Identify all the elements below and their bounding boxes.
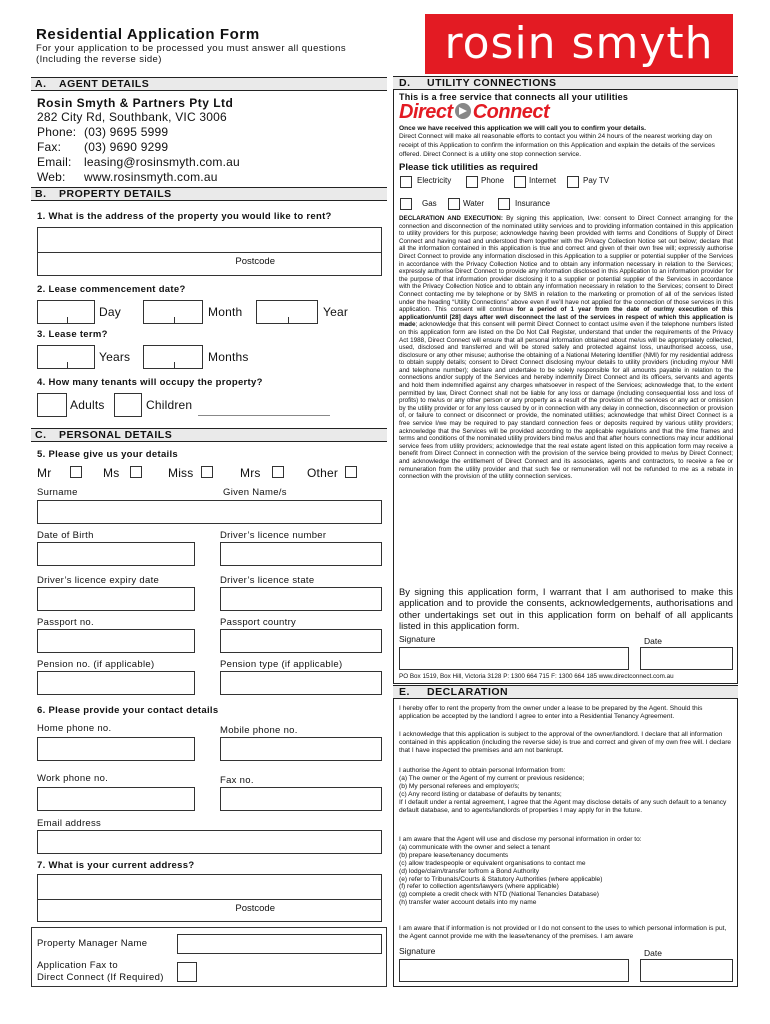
agent-phone: (03) 9695 5999 [84,125,169,139]
months-label: Months [208,350,249,364]
title-miss-checkbox[interactable] [201,466,213,478]
email-label: Email address [37,818,102,829]
mobile-phone-label: Mobile phone no. [220,725,298,736]
lease-day-field[interactable] [37,300,95,324]
pension-type-field[interactable] [220,671,382,695]
utility-signature-label: Signature [399,634,436,644]
section-personal-header: C. PERSONAL DETAILS [31,428,387,442]
adults-field[interactable] [37,393,67,417]
licence-number-label: Driver’s licence number [220,530,327,541]
water-label: Water [463,199,485,208]
question-lease-date: 2. Lease commencement date? [37,284,186,295]
title-mr-label: Mr [37,466,52,480]
direct-connect-arrow-icon [453,102,473,120]
direct-connect-intro: Direct Connect will make all reasonable efforts to contact you within 24 hours of the nearest working day on receipt of this Application to confirm the information on this Application and explain the details of the services offered. Direct Connect is a utility one stop connection service. [399,133,715,158]
direct-connect-logo: Direct Connect [399,101,550,123]
direct-connect-fax-checkbox[interactable] [177,962,197,982]
agent-web[interactable]: www.rosinsmyth.com.au [84,170,218,184]
title-other-checkbox[interactable] [345,466,357,478]
year-label: Year [323,305,349,319]
title-ms-label: Ms [103,466,120,480]
agent-email-label: Email: [37,155,72,169]
agent-fax-label: Fax: [37,140,62,154]
agent-address: 282 City Rd, Southbank, VIC 3006 [37,110,227,124]
mobile-phone-field[interactable] [220,737,382,761]
declaration-date-label: Date [644,948,662,958]
pension-label: Pension no. (if applicable) [37,659,155,670]
property-manager-label: Property Manager Name [37,938,148,949]
title-ms-checkbox[interactable] [130,466,142,478]
passport-label: Passport no. [37,617,94,628]
property-manager-panel [31,927,387,987]
children-field[interactable] [114,393,142,417]
insurance-label: Insurance [515,199,551,208]
title-mrs-label: Mrs [240,466,261,480]
form-subtitle-2: (Including the reverse side) [36,54,162,65]
property-manager-field[interactable] [177,934,382,954]
lease-month-field[interactable] [143,300,203,324]
home-phone-label: Home phone no. [37,723,112,734]
internet-checkbox[interactable] [514,176,526,188]
internet-label: Internet [529,176,557,185]
direct-connect-contact: PO Box 1519, Box Hill, Victoria 3128 P: 1300 664 715 F: 1300 664 185 www.directconnect.com.au [399,673,674,680]
declaration-awareness: I am aware that if information is not provided or I do not consent to the uses to which personal information is put, the Agent cannot provide me with the lease/tenancy of the premises. I am aware [399,925,727,940]
gas-label: Gas [422,199,437,208]
passport-country-field[interactable] [220,629,382,653]
question-personal-details: 5. Please give us your details [37,449,179,460]
declaration-acknowledge: I acknowledge that this application is subject to the approval of the owner/landlord. I declare that all information contained in this application (including the reverse side) is true and correct and given of my own free will. I declare that I have inspected the premises and am not bankrupt. [399,731,732,754]
work-phone-field[interactable] [37,787,195,811]
home-phone-field[interactable] [37,737,195,761]
agent-email[interactable]: leasing@rosinsmyth.com.au [84,155,240,169]
water-checkbox[interactable] [448,198,460,210]
licence-state-label: Driver’s licence state [220,575,315,586]
declaration-authorise: I authorise the Agent to obtain personal Information from: (a) The owner or the Agent of my current or previous residence; (b) My personal referees and employer/s; (c) Any record listing or database of defaults by tenants; If I default under a rental agreement, I agree that the Agent may disclose details of any such default to a tenancy default database, and to agents/landlords of properties I may apply for in the future. [399,767,727,814]
property-address-field[interactable] [37,227,382,276]
declaration-signature-field[interactable] [399,959,629,982]
paytv-label: Pay TV [583,176,610,185]
utility-declaration-text: DECLARATION AND EXECUTION: By signing this application, I/we: consent to Direct Connect arranging for the connection and disconnection of the nominated utility services and to providing information contained in this application to utility providers for this purpose; acknowledge having been provided with terms and Conditions of Supply of Direct Connect and having read and understood them together with the Privacy Collection Notice set out below; declare that all the information contained in this application is true and correct and given of their own free will; expressly authorise Direct Connect to provide any information disclosed in this Application to a supplier or potential supplier of the Services in accordance with the Privacy Collection Notice and to obtain any information necessary in relation to the Services; expressly authorise Direct Connect to provide any information disclosed in this Application to an information provider for the purpose of that information provider disclosing it to a supplier or potential supplier of the Services in accordance with the Privacy Collection Notice and to obtain any information necessary in relation to the Services; consent to Direct Connect contacting me by telephone or by SMS in relation to the marketing or promotion of all of the services listed under the heading “Utility Connections” above even if we’ll have not applied for the connection of those services in this application. This consent will continue for a period of 1 year from the date of our/my execution of this application/until [28] days after we/I disconnect the last of the services in respect of which this application is made; acknowledge that this consent will permit Direct Connect to contact us/me even if the telephone numbers listed on this application form are listed on the Do Not Call Register, understand that under the requirements of the Privacy Act 1988, Direct Connect will ensure that all personal information obtained about me/us will be appropriately collected, used, disclosed and transferred and will be stored safely and protected against loss, unauthorised access, use, disclosure or any other misuse; authorise the obtaining of a National Metering Identifier (NMI) for my residential address to obtain supply details; consent to Direct Connect disclosing my/our details to utility providers (including my/our NMI and telephone number); declare and undertake to be solely responsible for all amounts payable in relation to the connections and/or supply of the Services and hereby indemnify Direct Connect and its officers, servants and agents and hold them indemnified against any charges whatsoever in respect of the Services; acknowledge that, to the extent permitted by law, Direct Connect shall not be liable for any loss or damage (including consequential loss and loss of profits) to me/us or any other person or any property as a result of the provision of the services or any act or omission by the utility provider or for any loss caused by or in connection with any delay in connection, disconnection or provision of, or failure to connect or disconnect or provide, the nominated utilities; acknowledge that whilst Direct Connect is a free service I/we may be required to pay standard connection fees or deposits required by various utility providers; acknowledge that the Services will be provided according to the applicable regulations and that the time frames and terms and conditions of the nominated utility providers bind me/us and that after hours connections may incur additional service fees from utility providers; acknowledge that the real estate agent listed on this application form may receive a benefit from Direct Connect in connection with the provision of the service being provided to me/us by Direct Connect; and acknowledge the entitlement of Direct Connect and its associates, agents and contractors, to receive a fee or remuneration from the utility provider and that such fee or remuneration will not be refunded to me as a rebate in connection with the provision of the utility connection services. [399,215,734,481]
question-property-address: 1. What is the address of the property you would like to rent? [37,211,332,222]
years-label: Years [99,350,131,364]
direct-connect-fax-label: Direct Connect (If Required) [37,972,164,983]
current-postcode-label: Postcode [235,903,275,914]
insurance-checkbox[interactable] [498,198,510,210]
utility-free-service: This is a free service that connects all your utilities [399,92,629,102]
lease-months-field[interactable] [143,345,203,369]
agent-web-label: Web: [37,170,66,184]
given-name-label: Given Name/s [223,487,287,498]
phone-checkbox[interactable] [466,176,478,188]
utility-date-field[interactable] [640,647,733,670]
section-declaration-header: E. DECLARATION [393,685,738,699]
lease-years-field[interactable] [37,345,95,369]
surname-label: Surname [37,487,78,498]
postcode-label: Postcode [235,256,275,267]
gas-checkbox[interactable] [400,198,412,210]
utility-signature-field[interactable] [399,647,629,670]
utility-warrant-text: By signing this application form, I warrant that I am authorised to make this application and to provide the consents, acknowledgements, authorisations and other undertakings set out in this application form on behalf of all applicants listed in this application form. [399,586,733,632]
phone-label: Phone [481,176,505,185]
title-mr-checkbox[interactable] [70,466,82,478]
licence-expiry-field[interactable] [37,587,195,611]
work-phone-label: Work phone no. [37,773,109,784]
electricity-label: Electricity [417,176,452,185]
month-label: Month [208,305,243,319]
title-mrs-checkbox[interactable] [272,466,284,478]
company-logo [425,14,733,74]
agent-fax: (03) 9690 9299 [84,140,169,154]
fax-label: Fax no. [220,775,254,786]
email-field[interactable] [37,830,382,854]
section-agent-header: A. AGENT DETAILS [31,77,387,91]
licence-expiry-label: Driver’s licence expiry date [37,575,160,586]
passport-field[interactable] [37,629,195,653]
children-underline [198,415,330,416]
question-current-address: 7. What is your current address? [37,860,195,871]
electricity-checkbox[interactable] [400,176,412,188]
fax-field[interactable] [220,787,382,811]
title-miss-label: Miss [168,466,194,480]
pension-type-label: Pension type (if applicable) [220,659,343,670]
agent-phone-label: Phone: [37,125,77,139]
declaration-offer: I hereby offer to rent the property from the owner under a lease to be prepared by the Agent. Should this application be accepted by the landlord I agree to enter into a Residential Tenancy Agreement. [399,705,703,720]
adults-label: Adults [70,398,105,412]
form-subtitle: For your application to be processed you must answer all questions [36,43,346,54]
dob-field[interactable] [37,542,195,566]
licence-state-field[interactable] [220,587,382,611]
question-contact-details: 6. Please provide your contact details [37,705,219,716]
section-property-header: B. PROPERTY DETAILS [31,187,387,201]
declaration-uses: I am aware that the Agent will use and disclose my personal information in order to: (a) communicate with the owner and select a tenant (b) prepare lease/tenancy documents (c) allow tradespeople or equivalent organisations to contact me (d) lodge/claim/transfer to/from a Bond Authority (e) refer to Tribunals/Courts & Statutory Authorities (where applicable) (f) refer to collection agents/lawyers (where applicable) (g) complete a credit check with NTD (National Tenancies Database) (h) transfer water account details into my name [399,836,642,907]
current-address-field[interactable] [37,874,382,922]
agent-name: Rosin Smyth & Partners Pty Ltd [37,96,234,110]
section-utility-header: D. UTILITY CONNECTIONS [393,76,738,90]
passport-country-label: Passport country [220,617,297,628]
licence-number-field[interactable] [220,542,382,566]
name-field[interactable] [37,500,382,524]
paytv-checkbox[interactable] [567,176,579,188]
application-fax-label: Application Fax to [37,960,118,971]
form-title: Residential Application Form [36,26,260,43]
declaration-date-field[interactable] [640,959,733,982]
lease-year-field[interactable] [256,300,318,324]
utility-date-label: Date [644,636,662,646]
logo-text: rosin smyth [444,18,714,69]
pension-field[interactable] [37,671,195,695]
direct-connect-intro-bold: Once we have received this application we will call you to confirm your details. [399,125,646,132]
question-tenants: 4. How many tenants will occupy the property? [37,377,263,388]
dob-label: Date of Birth [37,530,94,541]
day-label: Day [99,305,121,319]
children-label: Children [146,398,193,412]
question-lease-term: 3. Lease term? [37,329,108,340]
title-other-label: Other [307,466,339,480]
tick-utilities-heading: Please tick utilities as required [399,162,538,173]
declaration-signature-label: Signature [399,946,436,956]
